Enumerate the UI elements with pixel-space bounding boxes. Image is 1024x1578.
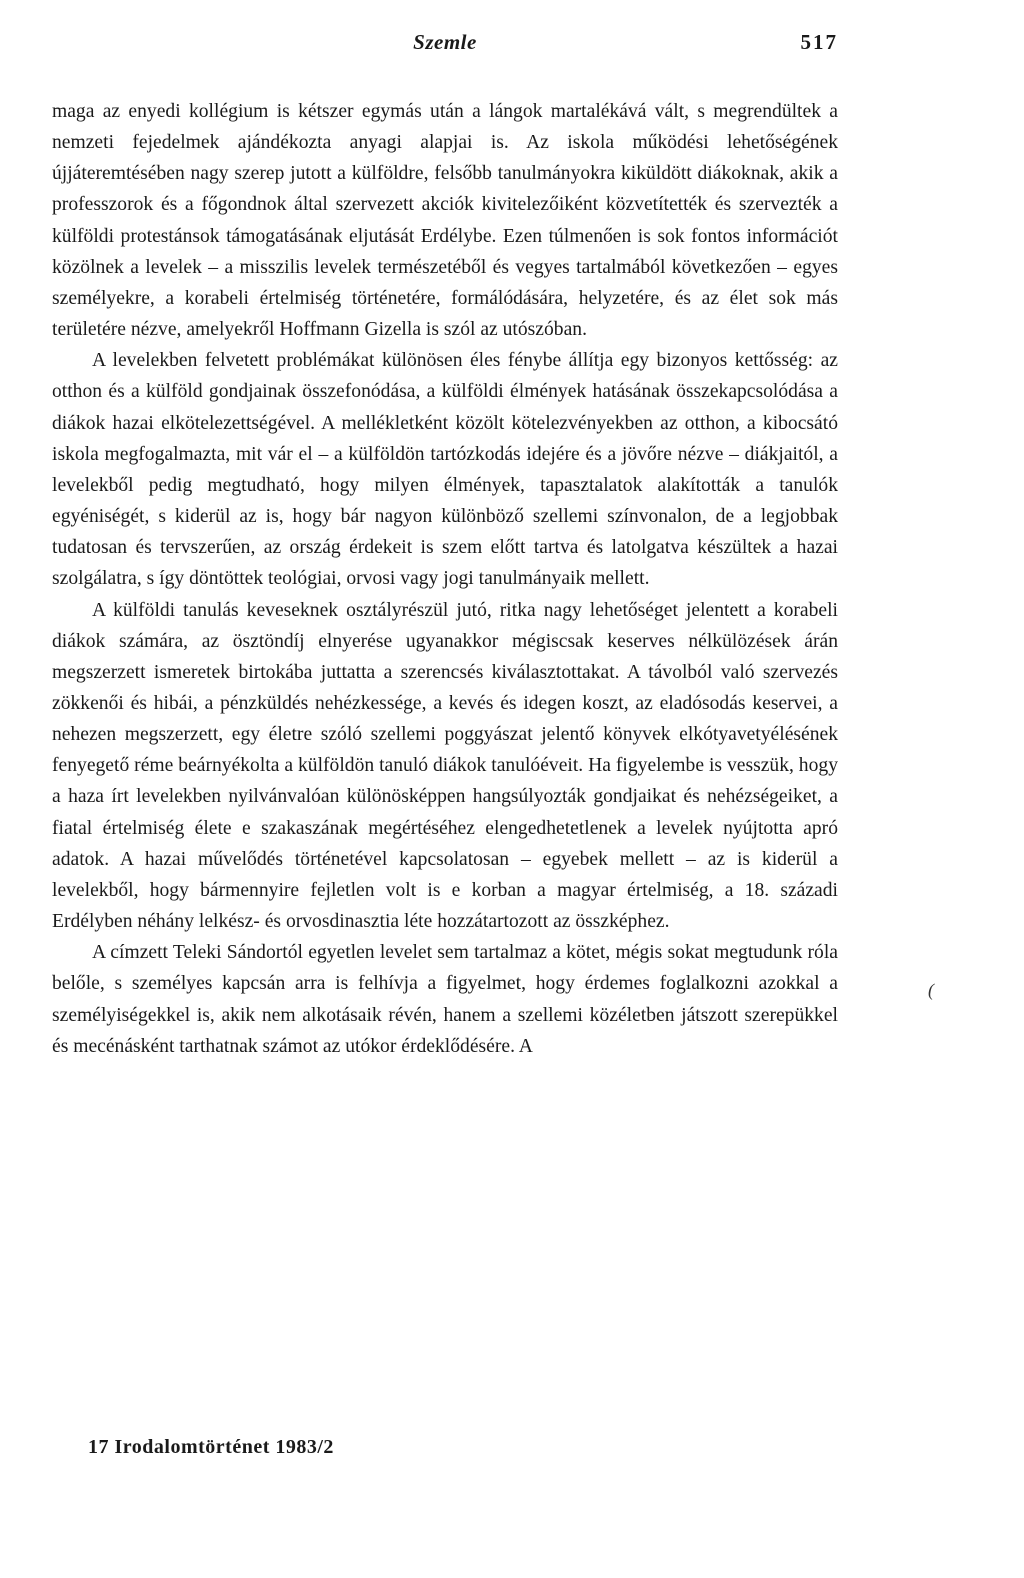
body-text: [52, 96, 838, 1062]
page-number: 517: [800, 30, 838, 54]
page-header: [52, 30, 838, 64]
running-head: Szemle: [413, 30, 477, 54]
paragraph-1: maga az enyedi kollégium is kétszer egymás után a lángok martalékává vált, s megrendültek a nemzeti fejedelmek ajándékozta anyagi alapjai is. Az iskola működési lehetőségének újjáteremtésében nagy szerep jutott a külföldre, felsőbb tanulmányokra kiküldött diákoknak, akik a professzorok és a főgondnok által szervezett akciók kivitelezőiként közvetítették és szervezték a külföldi protestánsok támogatásának eljutását Erdélybe. Ezen túlmenően is sok fontos információt közölnek a levelek – a misszilis levelek természetéből és vegyes tartalmából következően – egyes személyekre, a korabeli értelmiség történetére, formálódására, helyzetére, és az élet sok más területére nézve, amelyekről Hoffmann Gizella is szól az utószóban.: [52, 101, 838, 341]
paragraph-2: A levelekben felvetett problémákat különösen éles fénybe állítja egy bizonyos kettősség: az otthon és a külföld gondjainak összefonódása, a külföldi élmények hatásának összekapcsolódása a diákok hazai elkötelezettségével. A mellékletként közölt kötelezvényekben az otthon, a kibocsátó iskola megfogalmazta, mit vár el – a külföldön tartózkodás idejére és a jövőre nézve – diákjaitól, a levelekből pedig megtudható, hogy milyen élmények, tapasztalatok alakították a tanulók egyéniségét, s kiderül az is, hogy bár nagyon különböző szellemi színvonalon, de a legjobbak tudatosan és tervszerűen, az ország érdekeit is szem előtt tartva és latolgatva készültek a hazai szolgálatra, s így döntöttek teológiai, orvosi vagy jogi tanulmányaik mellett.: [52, 350, 838, 590]
paragraph-3: A külföldi tanulás keveseknek osztályrészül jutó, ritka nagy lehetőséget jelentett a korabeli diákok számára, az ösztöndíj elnyerése ugyanakkor mégiscsak keserves nélkülözések árán megszerzett ismeretek birtokába juttatta a szerencsés kiválasztottakat. A távolból való szervezés zökkenői és hibái, a pénzküldés nehézkessége, a kevés és idegen koszt, az eladósodás keservei, a nehezen megszerzett, egy életre szóló szellemi poggyászat jelentő könyvek elkótyavetyélésének fenyegető réme beárnyékolta a külföldön tanuló diákok tanulóéveit. Ha figyelembe is vesszük, hogy a haza írt levelekben nyilvánvalóan különösképpen hangsúlyozták gondjaikat és nehézségeiket, a fiatal értelmiség élete e szakaszának megértéséhez elengedhetetlenek a levelek nyújtotta apró adatok. A hazai művelődés történetével kapcsolatosan – egyebek mellett – az is kiderül a levelekből, hogy bármennyire fejletlen volt is e korban a magyar értelmiség, a 18. századi Erdélyben néhány lelkész- és orvosdinasztia léte hozzátartozott az összképhez.: [52, 599, 838, 933]
signature-line: 17 Irodalomtörténet 1983/2: [88, 1436, 334, 1458]
margin-mark: (: [928, 980, 934, 1000]
paragraph-4: A címzett Teleki Sándortól egyetlen levelet sem tartalmaz a kötet, mégis sokat megtudunk róla belőle, s személyes kapcsán arra is felhívja a figyelmet, hogy érdemes foglalkozni azokkal a személyiségekkel is, akik nem alkotásaik révén, hanem a szellemi közéletben játszott szerepükkel és mecénásként tarthatnak számot az utókor érdeklődésére. A: [52, 942, 838, 1057]
